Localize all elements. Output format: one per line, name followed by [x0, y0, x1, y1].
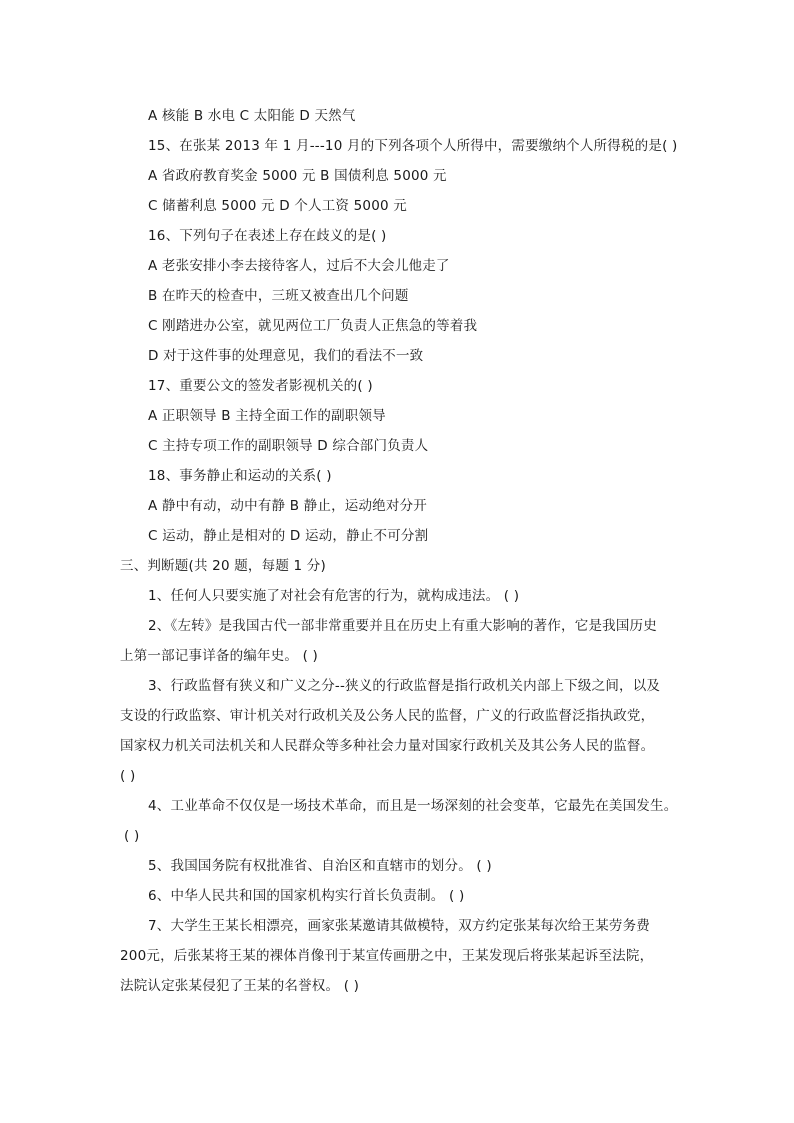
q15-options-cd: C 储蓄利息 5000 元 D 个人工资 5000 元	[148, 198, 407, 214]
tf3-statement-line2: 支设的行政监察、审计机关对行政机关及公务人民的监督，广义的行政监督泛指执政党，	[120, 708, 655, 724]
tf7-statement-line2: 200元，后张某将王某的裸体肖像刊于某宣传画册之中，王某发现后将张某起诉至法院，	[120, 948, 654, 964]
q15-options-ab: A 省政府教育奖金 5000 元 B 国债利息 5000 元	[148, 168, 447, 184]
q16-option-c: C 刚踏进办公室，就见两位工厂负责人正焦急的等着我	[148, 318, 478, 334]
q18-options-ab: A 静中有动，动中有静 B 静止，运动绝对分开	[148, 498, 427, 514]
tf5-statement: 5、我国国务院有权批准省、自治区和直辖市的划分。 ( )	[148, 858, 492, 874]
q15-question: 15、在张某 2013 年 1 月---10 月的下列各项个人所得中，需要缴纳个人所得税的是( )	[148, 138, 678, 154]
section-heading: 三、判断题(共 20 题，每题 1 分)	[120, 558, 326, 574]
q16-option-d: D 对于这件事的处理意见，我们的看法不一致	[148, 348, 424, 364]
q17-options-cd: C 主持专项工作的副职领导 D 综合部门负责人	[148, 438, 429, 454]
tf4-statement: 4、工业革命不仅仅是一场技术革命，而且是一场深刻的社会变革，它最先在美国发生。	[148, 798, 678, 814]
q18-question: 18、事务静止和运动的关系( )	[148, 468, 332, 484]
tf2-statement-line2: 上第一部记事详备的编年史。 ( )	[120, 648, 319, 664]
tf3-answer-blank: ( )	[120, 768, 136, 784]
q14-options: A 核能 B 水电 C 太阳能 D 天然气	[148, 108, 356, 124]
tf7-statement-line1: 7、大学生王某长相漂亮，画家张某邀请其做模特，双方约定张某每次给王某劳务费	[148, 918, 650, 934]
tf4-answer-blank: ( )	[124, 828, 140, 844]
q16-option-a: A 老张安排小李去接待客人，过后不大会儿他走了	[148, 258, 450, 274]
tf1-statement: 1、任何人只要实施了对社会有危害的行为，就构成违法。 ( )	[148, 588, 520, 604]
q16-question: 16、下列句子在表述上存在歧义的是( )	[148, 228, 387, 244]
tf7-statement-line3: 法院认定张某侵犯了王某的名誉权。 ( )	[120, 978, 360, 994]
q16-option-b: B 在昨天的检查中，三班又被查出几个问题	[148, 288, 409, 304]
q18-options-cd: C 运动，静止是相对的 D 运动，静止不可分割	[148, 528, 429, 544]
tf3-statement-line3: 国家权力机关司法机关和人民群众等多种社会力量对国家行政机关及其公务人民的监督。	[120, 738, 655, 754]
tf6-statement: 6、中华人民共和国的国家机构实行首长负责制。 ( )	[148, 888, 465, 904]
tf3-statement-line1: 3、行政监督有狭义和广义之分--狭义的行政监督是指行政机关内部上下级之间，以及	[148, 678, 661, 694]
tf2-statement-line1: 2、《左转》是我国古代一部非常重要并且在历史上有重大影响的著作，它是我国历史	[148, 618, 657, 634]
q17-options-ab: A 正职领导 B 主持全面工作的副职领导	[148, 408, 386, 424]
q17-question: 17、重要公文的签发者影视机关的( )	[148, 378, 373, 394]
